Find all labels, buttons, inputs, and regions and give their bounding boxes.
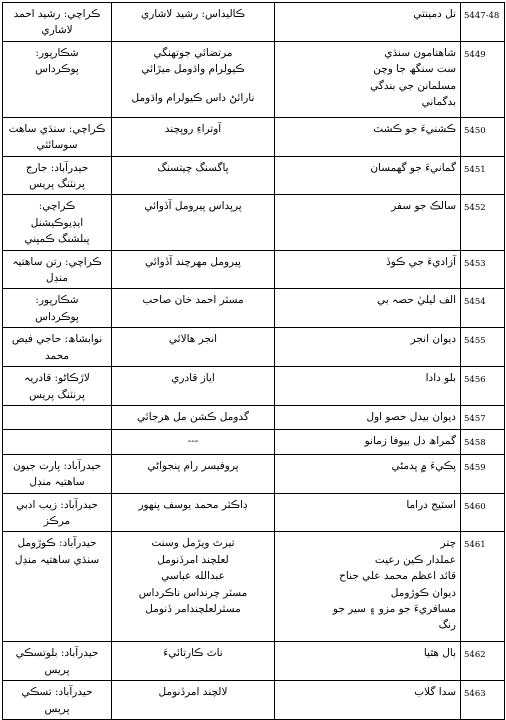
book-title: گمراھ دل بيوفا زمانو bbox=[364, 435, 456, 448]
book-publisher: پوڪرداس bbox=[35, 310, 79, 323]
book-publisher: ساهتيہ منڊل bbox=[29, 476, 85, 489]
entry-number: 5451 bbox=[464, 164, 486, 175]
book-publisher: منڊل bbox=[46, 272, 68, 285]
catalog-table bbox=[2, 2, 505, 720]
book-author: پاگسنگ چيتسنگ bbox=[157, 161, 229, 174]
book-author: اياز قادري bbox=[171, 372, 215, 385]
book-title: الف ليليٰ حصہ بي bbox=[376, 294, 456, 307]
book-author: لالچند امرڏنومل bbox=[158, 686, 228, 699]
book-publisher: لاڙڪاڻو: قادريہ bbox=[24, 372, 90, 385]
book-title-cell bbox=[275, 405, 461, 429]
entry-number-cell bbox=[461, 3, 505, 42]
book-title: گمانيءَ جو گهمسان bbox=[370, 161, 456, 174]
book-publisher: ڪراچي: رشيد احمد bbox=[13, 8, 101, 20]
entry-number: 5456 bbox=[464, 375, 486, 386]
book-title: عملدار ڪين رعيت bbox=[374, 553, 456, 566]
book-author: نارائڻ داس ڪيولرام واڌومل bbox=[131, 91, 255, 104]
entry-number: 5460 bbox=[464, 501, 486, 512]
table-row bbox=[3, 328, 505, 367]
book-publisher: پوڪرداس bbox=[35, 63, 79, 76]
book-title: آزاديءَ جي ڪوڏ bbox=[386, 255, 456, 268]
entry-number-cell bbox=[461, 41, 505, 117]
book-title: ست سنگھ جا وچن bbox=[373, 63, 456, 76]
book-title-cell bbox=[275, 454, 461, 493]
book-title: سالڪ جو سفر bbox=[391, 200, 456, 213]
book-title-cell bbox=[275, 430, 461, 454]
entry-number-cell bbox=[461, 250, 505, 289]
entry-number-cell bbox=[461, 405, 505, 429]
book-author: مسٽرلعلچندامر ڏنومل bbox=[145, 602, 241, 615]
entry-number: 5459 bbox=[464, 462, 486, 473]
entry-number-cell bbox=[461, 454, 505, 493]
book-author-cell bbox=[112, 289, 275, 328]
book-publisher-cell bbox=[3, 454, 112, 493]
table-row bbox=[3, 156, 505, 195]
book-author: ڊاڪٽر محمد يوسف پنهور bbox=[138, 498, 248, 511]
book-author-cell bbox=[112, 156, 275, 195]
book-publisher-cell bbox=[3, 532, 112, 642]
book-publisher: پرنٽنگ پريس bbox=[29, 178, 85, 191]
book-publisher-cell bbox=[3, 156, 112, 195]
book-publisher: پريس bbox=[44, 702, 70, 715]
book-author: گدومل ڪشن مل هرجائي bbox=[137, 410, 249, 423]
book-author-cell bbox=[112, 3, 275, 42]
entry-number-cell bbox=[461, 681, 505, 720]
table-row bbox=[3, 367, 505, 406]
blank-line bbox=[116, 78, 270, 90]
catalog-sheet bbox=[2, 2, 504, 713]
book-author-cell bbox=[112, 117, 275, 156]
entry-number-cell bbox=[461, 430, 505, 454]
book-author: مسٽر چرنداس ناڪرداس bbox=[138, 586, 248, 599]
book-title-cell bbox=[275, 681, 461, 720]
book-publisher: ايڊيوڪيشنل bbox=[30, 216, 84, 229]
book-title: ڪشنيءَ جو ڪشٽ bbox=[373, 122, 456, 135]
entry-number: 5462 bbox=[464, 650, 486, 661]
entry-number: 5449 bbox=[464, 49, 486, 60]
book-author-cell bbox=[112, 642, 275, 681]
book-author-cell bbox=[112, 41, 275, 117]
book-publisher: حيدرآباد: تسڪي bbox=[21, 686, 93, 699]
book-publisher: سوسائٽي bbox=[36, 139, 78, 152]
book-title-cell bbox=[275, 493, 461, 532]
book-title: بدگماني bbox=[421, 96, 456, 109]
table-row bbox=[3, 454, 505, 493]
book-title-cell bbox=[275, 195, 461, 250]
book-publisher: شڪارپور: bbox=[35, 294, 79, 307]
book-publisher-cell bbox=[3, 117, 112, 156]
book-title: ديوان ڪوڙومل bbox=[390, 586, 456, 599]
table-row bbox=[3, 195, 505, 250]
book-author-cell bbox=[112, 405, 275, 429]
book-publisher: پبلشنگ ڪمپني bbox=[24, 233, 90, 246]
book-title: مسافريءَ جو مزو ۽ سير جو bbox=[332, 602, 456, 615]
book-author: مرتضائي جوتهنگي bbox=[153, 46, 233, 59]
book-title: بلو دادا bbox=[425, 372, 456, 385]
book-publisher: سنڌي ساهتيہ منڊل bbox=[14, 553, 100, 566]
entry-number-cell bbox=[461, 289, 505, 328]
book-author-cell bbox=[112, 195, 275, 250]
table-row bbox=[3, 41, 505, 117]
book-author: لعلچند امرڏنومل bbox=[157, 553, 229, 566]
blank-line bbox=[7, 409, 107, 421]
entry-number: 5458 bbox=[464, 438, 486, 449]
book-author: ناٿ ڪارتائيءَ bbox=[163, 647, 223, 660]
book-author: ڪيولرام واڌومل ميڙائي bbox=[141, 63, 245, 76]
book-title-cell bbox=[275, 328, 461, 367]
entry-number: 5463 bbox=[464, 689, 486, 700]
table-row bbox=[3, 250, 505, 289]
book-author-cell bbox=[112, 250, 275, 289]
book-title-cell bbox=[275, 532, 461, 642]
book-publisher-cell bbox=[3, 41, 112, 117]
table-row bbox=[3, 430, 505, 454]
book-title-cell bbox=[275, 250, 461, 289]
book-publisher: ڪراچي: رتن ساهتيہ bbox=[12, 255, 102, 268]
entry-number-cell bbox=[461, 156, 505, 195]
book-title: شاهنامون سنڌي bbox=[384, 46, 456, 59]
book-author: پروفيسر رام پنجواڻي bbox=[147, 459, 239, 472]
book-title: سدا گلاب bbox=[414, 686, 456, 699]
book-author-cell bbox=[112, 367, 275, 406]
book-publisher: لاشاري bbox=[41, 24, 73, 37]
book-author-cell bbox=[112, 454, 275, 493]
entry-number: 5450 bbox=[464, 125, 486, 136]
book-publisher: حيدرآباد: زيب ادبي bbox=[16, 498, 98, 511]
book-author: تيرٿ ويڙمل وسنت bbox=[151, 537, 235, 550]
book-publisher-cell bbox=[3, 367, 112, 406]
blank-line bbox=[7, 433, 107, 445]
book-publisher: مرڪز bbox=[43, 514, 71, 527]
table-row bbox=[3, 532, 505, 642]
entry-number: 5452 bbox=[464, 203, 486, 214]
table-row bbox=[3, 405, 505, 429]
catalog-rows bbox=[3, 3, 505, 720]
book-title: نل دمينتي bbox=[413, 8, 456, 20]
book-publisher: نوابشاھ: حاجي فيض bbox=[11, 333, 103, 346]
entry-number: 5454 bbox=[464, 297, 486, 308]
book-publisher: حيدرآباد: جارج bbox=[25, 161, 89, 174]
book-publisher-cell bbox=[3, 430, 112, 454]
book-author: ڪاليداس: رشيد لاشاري bbox=[141, 8, 245, 20]
book-author-cell bbox=[112, 430, 275, 454]
book-title: ديوان بيدل حصو اول bbox=[366, 410, 456, 423]
book-author: آوتراءِ روپچند bbox=[164, 122, 222, 135]
book-publisher: حيدرآباد: ڪوڙومل bbox=[17, 537, 97, 550]
entry-number-cell bbox=[461, 117, 505, 156]
entry-number: 5461 bbox=[464, 540, 486, 551]
table-row bbox=[3, 681, 505, 720]
entry-number-cell bbox=[461, 367, 505, 406]
book-author: پيرومل مهرچند آڏوائي bbox=[145, 255, 241, 268]
book-title-cell bbox=[275, 367, 461, 406]
book-title-cell bbox=[275, 3, 461, 42]
book-author-cell bbox=[112, 532, 275, 642]
book-publisher: حيدرآباد: بلوتسڪي bbox=[15, 647, 99, 660]
entry-number: 5447-48 bbox=[464, 11, 500, 21]
book-publisher-cell bbox=[3, 493, 112, 532]
book-publisher-cell bbox=[3, 3, 112, 42]
book-publisher: ڪراچي: bbox=[38, 200, 76, 213]
book-author-cell bbox=[112, 328, 275, 367]
book-publisher: پريس bbox=[44, 663, 70, 676]
book-title: پڪيءَ ۾ پدمڻي bbox=[391, 459, 456, 472]
entry-number-cell bbox=[461, 195, 505, 250]
book-author: انجر هالائي bbox=[168, 333, 218, 346]
table-row bbox=[3, 289, 505, 328]
book-publisher: پرنٽنگ پريس bbox=[29, 388, 85, 401]
book-title: ديوان انجر bbox=[410, 333, 456, 346]
book-publisher-cell bbox=[3, 328, 112, 367]
book-title-cell bbox=[275, 642, 461, 681]
entry-number-cell bbox=[461, 642, 505, 681]
book-author-cell bbox=[112, 493, 275, 532]
table-row bbox=[3, 117, 505, 156]
book-author-cell bbox=[112, 681, 275, 720]
entry-number: 5457 bbox=[464, 413, 486, 424]
book-title: بال هٿيا bbox=[423, 647, 456, 660]
entry-number: 5455 bbox=[464, 336, 486, 347]
book-title-cell bbox=[275, 41, 461, 117]
book-publisher: ڪراچي: سنڌي ساهت bbox=[8, 122, 106, 135]
book-title-cell bbox=[275, 117, 461, 156]
table-row bbox=[3, 493, 505, 532]
book-publisher: محمد bbox=[45, 349, 69, 362]
table-row bbox=[3, 3, 505, 42]
entry-number-cell bbox=[461, 328, 505, 367]
book-publisher-cell bbox=[3, 289, 112, 328]
book-publisher-cell bbox=[3, 642, 112, 681]
book-publisher-cell bbox=[3, 405, 112, 429]
book-author: مسٽر احمد خان صاحب bbox=[142, 294, 244, 307]
book-title: چتر bbox=[440, 537, 456, 550]
book-title: اسٽيج دراما bbox=[406, 498, 456, 511]
book-publisher-cell bbox=[3, 250, 112, 289]
book-publisher-cell bbox=[3, 195, 112, 250]
entry-number-cell bbox=[461, 532, 505, 642]
book-title: قائد اعظم محمد علي جناح bbox=[339, 570, 456, 583]
entry-number-cell bbox=[461, 493, 505, 532]
entry-number: 5453 bbox=[464, 258, 486, 269]
book-title: مسلمانن جي بندگي bbox=[370, 79, 456, 92]
book-author: --- bbox=[187, 435, 199, 448]
book-publisher-cell bbox=[3, 681, 112, 720]
book-title-cell bbox=[275, 156, 461, 195]
book-publisher: شڪارپور: bbox=[35, 46, 79, 59]
book-title-cell bbox=[275, 289, 461, 328]
book-author: پرپداس پيرومل آڏوائي bbox=[144, 200, 242, 213]
book-publisher: حيدرآباد: پارت جيون bbox=[12, 459, 102, 472]
book-title: رنگ bbox=[438, 619, 456, 632]
book-author: عبدالله عباسي bbox=[161, 570, 225, 583]
table-row bbox=[3, 642, 505, 681]
